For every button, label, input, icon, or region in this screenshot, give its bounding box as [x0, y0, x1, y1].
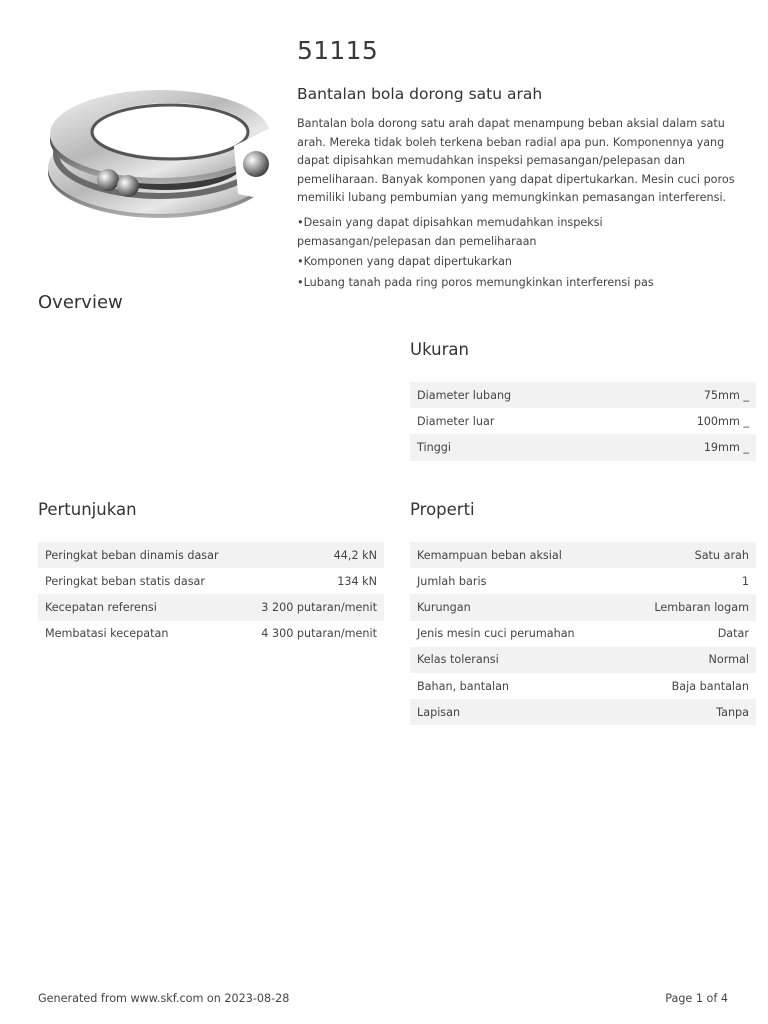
feature-list: [297, 214, 737, 292]
product-subtitle: Bantalan bola dorong satu arah: [297, 85, 543, 103]
table-row: [410, 673, 756, 699]
row-value: Normal: [708, 653, 749, 667]
table-row: [410, 408, 756, 434]
product-description: Bantalan bola dorong satu arah dapat menampung beban aksial dalam satu arah. Mereka tidak boleh terkena beban radial apa pun. Komponennya yang dapat dipisahkan memudahkan inspeksi pemasangan/pelepasan dan pemeliharaan. Banyak komponen yang dapat dipertukarkan. Mesin cuci poros memiliki lubang pembumian yang memungkinkan pemasangan interferensi.: [297, 117, 735, 205]
pertunjukan-table: [38, 542, 384, 647]
table-row: [410, 542, 756, 568]
row-label: Lapisan: [417, 705, 461, 719]
row-value: 19mm _: [703, 440, 749, 454]
row-value: Baja bantalan: [671, 679, 749, 693]
feature-item: • Lubang tanah pada ring poros memungkinkan interferensi pas: [297, 274, 737, 293]
table-row: [38, 621, 384, 647]
row-value: 100mm _: [696, 414, 749, 428]
table-row: [410, 594, 756, 620]
feature-item: • Komponen yang dapat dipertukarkan: [297, 253, 737, 272]
row-value: 4 300 putaran/menit: [261, 627, 377, 641]
table-row: [410, 568, 756, 594]
table-row: [38, 594, 384, 620]
section-title: Pertunjukan: [38, 500, 137, 519]
section-title: Ukuran: [410, 340, 469, 359]
row-label: Jumlah baris: [417, 574, 487, 588]
pertunjukan-section: [38, 500, 384, 647]
row-label: Peringkat beban dinamis dasar: [45, 548, 219, 562]
product-image: [38, 84, 278, 234]
table-row: [410, 647, 756, 673]
ukuran-table: [410, 382, 756, 461]
row-value: 1: [741, 574, 749, 588]
feature-item: • Desain yang dapat dipisahkan memudahkan inspeksi pemasangan/pelepasan dan pemeliharaan: [297, 214, 737, 251]
table-row: [38, 568, 384, 594]
ukuran-section: [410, 340, 756, 461]
row-value: Satu arah: [694, 548, 749, 562]
row-label: Diameter lubang: [417, 388, 512, 402]
row-label: Kecepatan referensi: [45, 600, 157, 614]
row-label: Diameter luar: [417, 414, 495, 428]
row-label: Kemampuan beban aksial: [417, 548, 562, 562]
row-value: Lembaran logam: [654, 600, 749, 614]
thrust-bearing-illustration: [38, 84, 278, 234]
row-label: Peringkat beban statis dasar: [45, 574, 205, 588]
product-title: 51115: [297, 36, 379, 65]
properti-section: [410, 500, 756, 725]
section-title: Properti: [410, 500, 475, 519]
table-row: [410, 434, 756, 460]
row-value: 134 kN: [337, 574, 377, 588]
row-label: Kurungan: [417, 600, 471, 614]
footer-generated-text: Generated from www.skf.com on 2023-08-28: [38, 992, 290, 1005]
overview-heading: Overview: [38, 292, 123, 313]
row-label: Bahan, bantalan: [417, 679, 510, 693]
row-value: 3 200 putaran/menit: [261, 600, 377, 614]
row-label: Jenis mesin cuci perumahan: [417, 627, 575, 641]
row-label: Membatasi kecepatan: [45, 627, 169, 641]
row-value: Tanpa: [716, 705, 749, 719]
product-header: [297, 36, 737, 294]
row-value: 75mm _: [703, 388, 749, 402]
row-value: Datar: [717, 627, 749, 641]
row-label: Tinggi: [417, 440, 451, 454]
properti-table: [410, 542, 756, 725]
table-row: [410, 382, 756, 408]
row-value: 44,2 kN: [333, 548, 377, 562]
table-row: [38, 542, 384, 568]
table-row: [410, 621, 756, 647]
footer-page-number: Page 1 of 4: [665, 992, 728, 1005]
row-label: Kelas toleransi: [417, 653, 499, 667]
table-row: [410, 699, 756, 725]
